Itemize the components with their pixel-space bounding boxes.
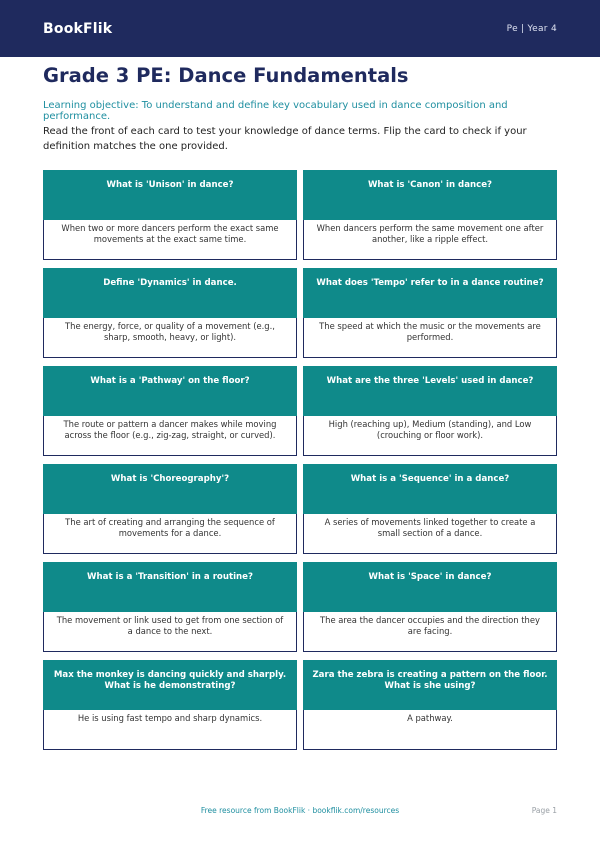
flashcard[interactable] xyxy=(43,170,297,260)
subject-year-label: Pe | Year 4 xyxy=(506,23,557,34)
flashcard[interactable] xyxy=(303,170,557,260)
page-title: Grade 3 PE: Dance Fundamentals xyxy=(43,64,409,87)
page-number: Page 1 xyxy=(531,806,557,815)
card-back-answer: The art of creating and arranging the sequence of movements for a dance. xyxy=(43,514,297,554)
flashcard[interactable] xyxy=(303,366,557,456)
card-front-question: What does 'Tempo' refer to in a dance routine? xyxy=(303,268,557,318)
card-back-answer: High (reaching up), Medium (standing), and Low (crouching or floor work). xyxy=(303,416,557,456)
card-back-answer: A pathway. xyxy=(303,710,557,750)
card-front-question: Zara the zebra is creating a pattern on the floor. What is she using? xyxy=(303,660,557,710)
card-front-question: What is 'Unison' in dance? xyxy=(43,170,297,220)
card-back-answer: The energy, force, or quality of a movement (e.g., sharp, smooth, heavy, or light). xyxy=(43,318,297,358)
flashcard[interactable] xyxy=(43,464,297,554)
card-back-answer: The speed at which the music or the movements are performed. xyxy=(303,318,557,358)
flashcard[interactable] xyxy=(303,562,557,652)
card-front-question: What is 'Space' in dance? xyxy=(303,562,557,612)
flashcard-grid xyxy=(43,170,557,750)
footer-credit-link[interactable]: Free resource from BookFlik · bookflik.com/resources xyxy=(200,806,400,815)
instructions-text: Read the front of each card to test your knowledge of dance terms. Flip the card to check if your definition matches the one provided. xyxy=(43,126,527,152)
header-bar xyxy=(0,0,600,57)
card-back-answer: He is using fast tempo and sharp dynamics. xyxy=(43,710,297,750)
card-back-answer: The area the dancer occupies and the direction they are facing. xyxy=(303,612,557,652)
card-back-answer: The movement or link used to get from one section of a dance to the next. xyxy=(43,612,297,652)
brand-logo-text[interactable]: BookFlik xyxy=(43,20,113,37)
card-back-answer: A series of movements linked together to create a small section of a dance. xyxy=(303,514,557,554)
flashcard[interactable] xyxy=(303,464,557,554)
card-front-question: What is a 'Sequence' in a dance? xyxy=(303,464,557,514)
flashcard[interactable] xyxy=(43,268,297,358)
card-front-question: Max the monkey is dancing quickly and sharply. What is he demonstrating? xyxy=(43,660,297,710)
card-front-question: What is a 'Transition' in a routine? xyxy=(43,562,297,612)
card-front-question: What is 'Canon' in dance? xyxy=(303,170,557,220)
card-back-answer: The route or pattern a dancer makes while moving across the floor (e.g., zig-zag, straight, or curved). xyxy=(43,416,297,456)
card-back-answer: When two or more dancers perform the exact same movements at the exact same time. xyxy=(43,220,297,260)
page-footer xyxy=(0,806,600,820)
flashcard[interactable] xyxy=(43,366,297,456)
card-front-question: Define 'Dynamics' in dance. xyxy=(43,268,297,318)
flashcard[interactable] xyxy=(303,268,557,358)
card-back-answer: When dancers perform the same movement one after another, like a ripple effect. xyxy=(303,220,557,260)
flashcard[interactable] xyxy=(43,562,297,652)
flashcard[interactable] xyxy=(303,660,557,750)
learning-objective: Learning objective: To understand and define key vocabulary used in dance composition and performance. xyxy=(43,100,508,122)
card-front-question: What is 'Choreography'? xyxy=(43,464,297,514)
card-front-question: What is a 'Pathway' on the floor? xyxy=(43,366,297,416)
flashcard[interactable] xyxy=(43,660,297,750)
card-front-question: What are the three 'Levels' used in dance? xyxy=(303,366,557,416)
